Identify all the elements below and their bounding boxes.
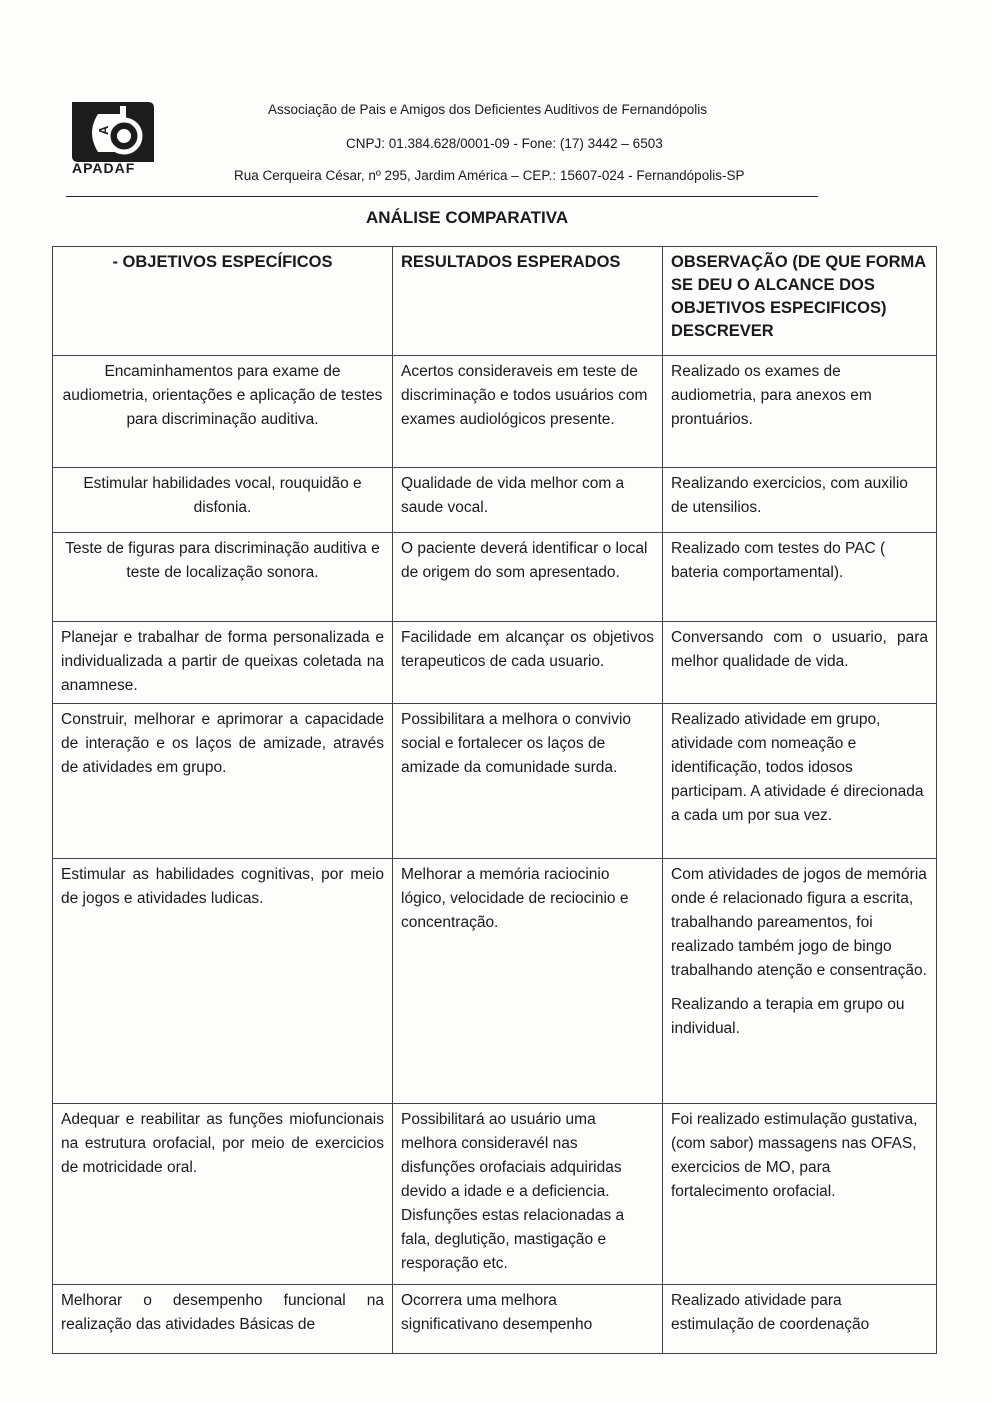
comparative-table (52, 246, 937, 1354)
table-header-row (53, 247, 937, 356)
header-divider (66, 196, 818, 197)
cell-observacao: Realizado atividade para estimulação de coordenação (663, 1285, 937, 1354)
table-row (53, 704, 937, 859)
cell-resultado: Ocorrera uma melhora significativano desempenho (393, 1285, 663, 1354)
cell-resultado: Possibilitara a melhora o convivio social e fortalecer os laços de amizade da comunidade surda. (393, 704, 663, 859)
cell-resultado: Melhorar a memória raciocinio lógico, velocidade de reciocinio e concentração. (393, 859, 663, 1104)
cell-observacao: Conversando com o usuario, para melhor qualidade de vida. (663, 622, 937, 704)
cell-observacao: Realizado os exames de audiometria, para anexos em prontuários. (663, 356, 937, 468)
table-row (53, 468, 937, 533)
cell-observacao: Realizado com testes do PAC ( bateria comportamental). (663, 533, 937, 622)
cell-objetivo: Estimular as habilidades cognitivas, por meio de jogos e atividades ludicas. (53, 859, 393, 1104)
cell-objetivo: Planejar e trabalhar de forma personalizada e individualizada a partir de queixas coletada na anamnese. (53, 622, 393, 704)
cell-resultado: O paciente deverá identificar o local de origem do som apresentado. (393, 533, 663, 622)
cell-resultado: Acertos consideraveis em teste de discriminação e todos usuários com exames audiológicos presente. (393, 356, 663, 468)
cell-resultado: Possibilitará ao usuário uma melhora consideravél nas disfunções orofaciais adquiridas devido a idade e a deficiencia. Disfunções estas relacionadas a fala, deglutição, mastigação e resporação etc. (393, 1104, 663, 1285)
logo-text: APADAF (72, 160, 136, 176)
cell-observacao: Realizado atividade em grupo, atividade com nomeação e identificação, todos idosos participam. A atividade é direcionada a cada um por sua vez. (663, 704, 937, 859)
org-name: Associação de Pais e Amigos dos Deficientes Auditivos de Fernandópolis (268, 102, 708, 117)
table-row (53, 1285, 937, 1354)
cell-objetivo: Construir, melhorar e aprimorar a capacidade de interação e os laços de amizade, através de atividades em grupo. (53, 704, 393, 859)
cell-resultado: Qualidade de vida melhor com a saude vocal. (393, 468, 663, 533)
document-title: ANÁLISE COMPARATIVA (366, 208, 569, 227)
cnpj-line: CNPJ: 01.384.628/0001-09 - Fone: (17) 3442 – 6503 (346, 136, 663, 151)
cell-resultado: Facilidade em alcançar os objetivos terapeuticos de cada usuario. (393, 622, 663, 704)
svg-text:A: A (96, 125, 111, 135)
header-resultados: RESULTADOS ESPERADOS (393, 247, 663, 356)
table-row (53, 622, 937, 704)
table-row (53, 859, 937, 1104)
table-row (53, 1104, 937, 1285)
cell-objetivo: Encaminhamentos para exame de audiometria, orientações e aplicação de testes para discriminação auditiva. (53, 356, 393, 468)
cell-objetivo: Teste de figuras para discriminação auditiva e teste de localização sonora. (53, 533, 393, 622)
cell-observacao: Foi realizado estimulação gustativa, (com sabor) massagens nas OFAS, exercicios de MO, para fortalecimento orofacial. (663, 1104, 937, 1285)
header-observacao: OBSERVAÇÃO (DE QUE FORMA SE DEU O ALCANCE DOS OBJETIVOS ESPECIFICOS) DESCREVER (663, 247, 937, 356)
cell-observacao: Realizando exercicios, com auxilio de utensilios. (663, 468, 937, 533)
header-objetivos: - OBJETIVOS ESPECÍFICOS (53, 247, 393, 356)
observacao-paragraph: Com atividades de jogos de memória onde é relacionado figura a escrita, trabalhando pareamentos, foi realizado também jogo de bingo trabalhando atenção e consentração. (671, 866, 927, 979)
address-line: Rua Cerqueira César, nº 295, Jardim América – CEP.: 15607-024 - Fernandópolis-SP (234, 168, 745, 183)
observacao-paragraph: Realizando a terapia em grupo ou individual. (671, 996, 905, 1037)
table-row (53, 356, 937, 468)
cell-observacao (663, 859, 937, 1104)
cell-objetivo: Adequar e reabilitar as funções miofuncionais na estrutura orofacial, por meio de exercicios de motricidade oral. (53, 1104, 393, 1285)
cell-objetivo: Estimular habilidades vocal, rouquidão e disfonia. (53, 468, 393, 533)
cell-objetivo: Melhorar o desempenho funcional na realização das atividades Básicas de (53, 1285, 393, 1354)
table-row (53, 533, 937, 622)
